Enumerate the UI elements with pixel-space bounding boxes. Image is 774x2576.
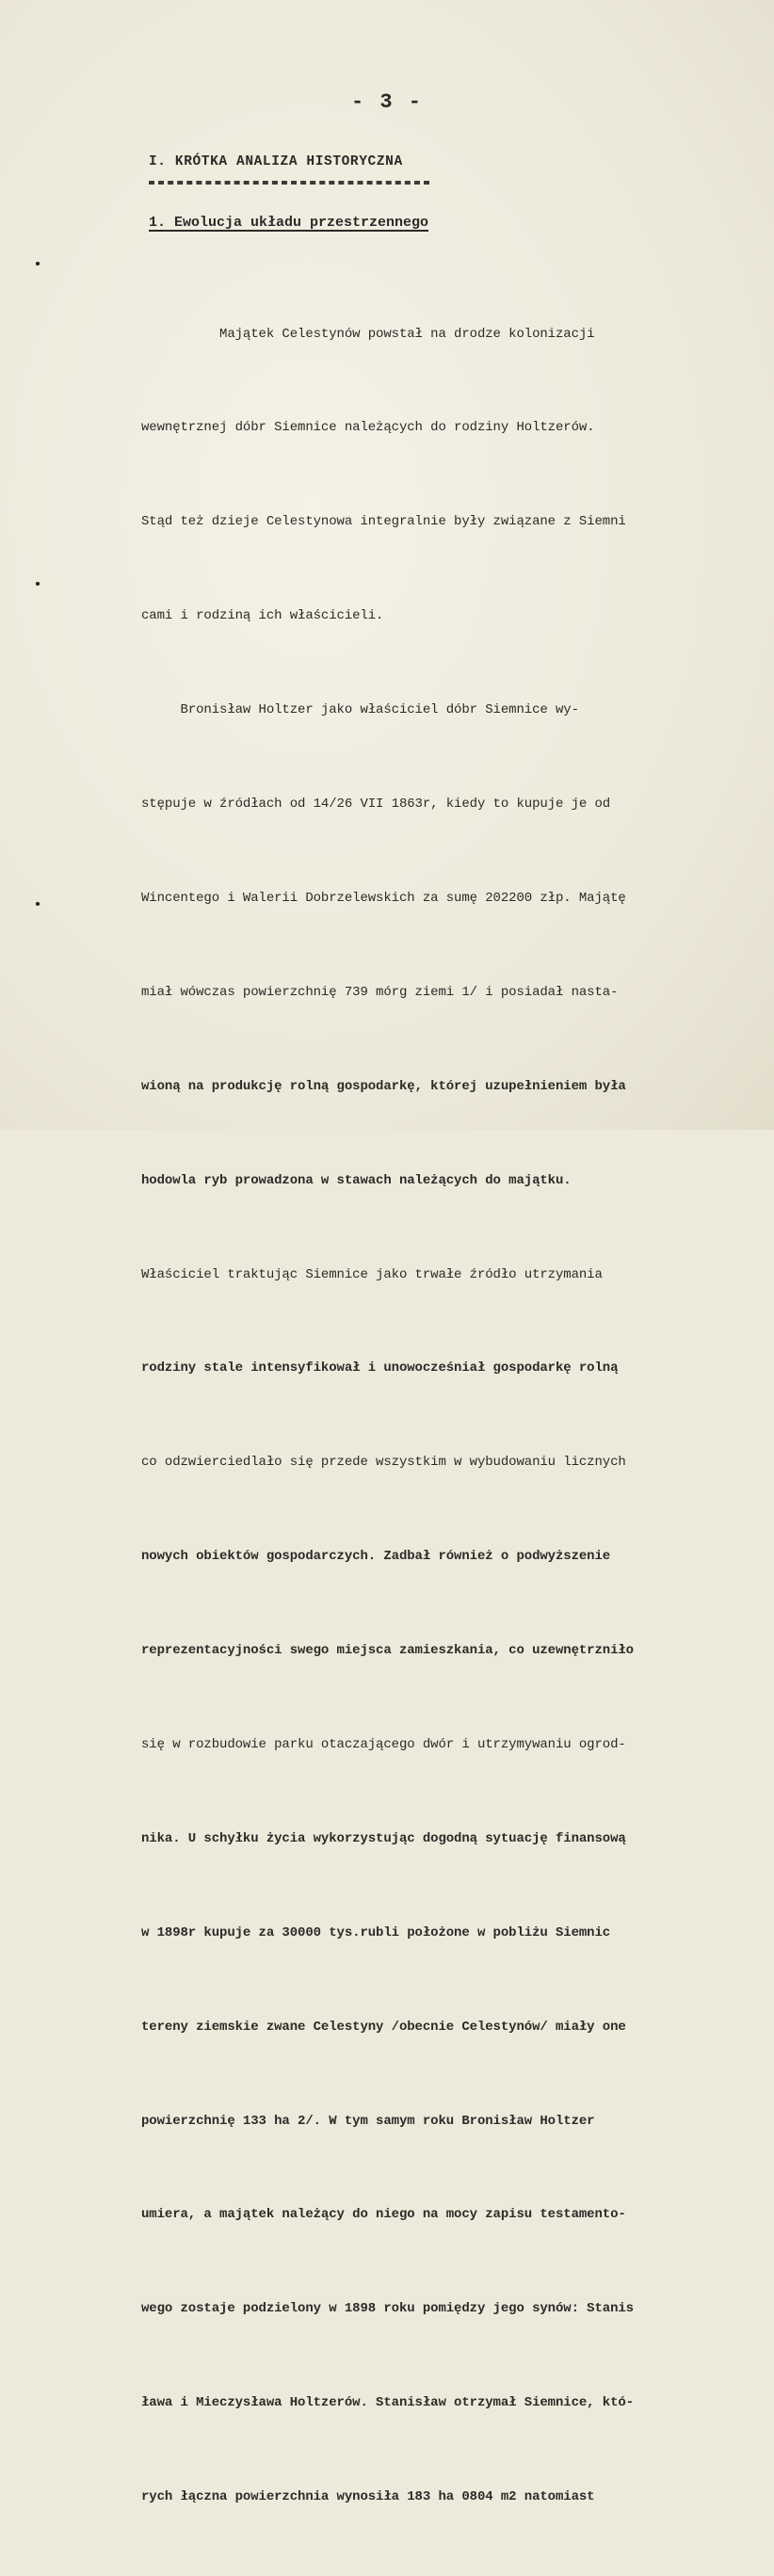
text-line: wioną na produkcję rolną gospodarkę, której uzupełnieniem była <box>141 1078 626 1094</box>
text-line: rodziny stale intensyfikował i unowocześniał gospodarkę rolną <box>141 1360 619 1377</box>
text-line: nika. U schyłku życia wykorzystując dogodną sytuację finansową <box>141 1830 626 1846</box>
section-title-underline <box>149 181 429 185</box>
text-line: tereny ziemskie zwane Celestyny /obecnie Celestynów/ miały one <box>141 2019 626 2035</box>
subsection-title: 1. Ewolucja układu przestrzennego <box>149 215 429 231</box>
text-line: hodowla ryb prowadzona w stawach należących do majątku. <box>141 1172 572 1188</box>
binder-hole-mark <box>36 262 40 266</box>
text-line: nowych obiektów gospodarczych. Zadbał również o podwyższenie <box>141 1549 611 1565</box>
page-number: - 3 - <box>350 90 423 114</box>
text-line: w 1898r kupuje za 30000 tys.rubli położone w pobliżu Siemnic <box>141 1924 611 1940</box>
text-line: Właściciel traktując Siemnice jako trwałe źródło utrzymania <box>141 1266 603 1282</box>
text-line: reprezentacyjności swego miejsca zamieszkania, co uzewnętrzniło <box>141 1643 634 1659</box>
text-line: Majątek Celestynów powstał na drodze kolonizacji <box>141 326 595 342</box>
body-text <box>141 256 744 2576</box>
text-line: umiera, a majątek należący do niego na mocy zapisu testamento- <box>141 2207 626 2223</box>
text-line: rych łączna powierzchnia wynosiła 183 ha 0804 m2 natomiast <box>141 2489 595 2505</box>
text-line: co odzwierciedlało się przede wszystkim w wybudowaniu licznych <box>141 1455 626 1471</box>
text-line: Wincentego i Walerii Dobrzelewskich za sumę 202200 złp. Majątę <box>141 890 626 906</box>
binder-hole-mark <box>36 582 40 586</box>
text-line: się w rozbudowie parku otaczającego dwór i utrzymywaniu ogrod- <box>141 1736 626 1752</box>
text-line: wego zostaje podzielony w 1898 roku pomiędzy jego synów: Stanis <box>141 2301 634 2317</box>
text-line: powierzchnię 133 ha 2/. W tym samym roku Bronisław Holtzer <box>141 2113 595 2129</box>
text-line: ława i Mieczysława Holtzerów. Stanisław otrzymał Siemnice, któ- <box>141 2395 634 2411</box>
text-line: wewnętrznej dóbr Siemnice należących do rodziny Holtzerów. <box>141 420 595 436</box>
section-title: I. KRÓTKA ANALIZA HISTORYCZNA <box>149 154 403 169</box>
text-line: stępuje w źródłach od 14/26 VII 1863r, kiedy to kupuje je od <box>141 797 611 813</box>
text-line: Bronisław Holtzer jako właściciel dóbr Siemnice wy- <box>141 702 579 718</box>
text-line: Stąd też dzieje Celestynowa integralnie były związane z Siemni <box>141 514 626 530</box>
text-line: miał wówczas powierzchnię 739 mórg ziemi 1/ i posiadał nasta- <box>141 984 619 1000</box>
binder-hole-mark <box>36 902 40 906</box>
text-line: cami i rodziną ich właścicieli. <box>141 608 384 624</box>
